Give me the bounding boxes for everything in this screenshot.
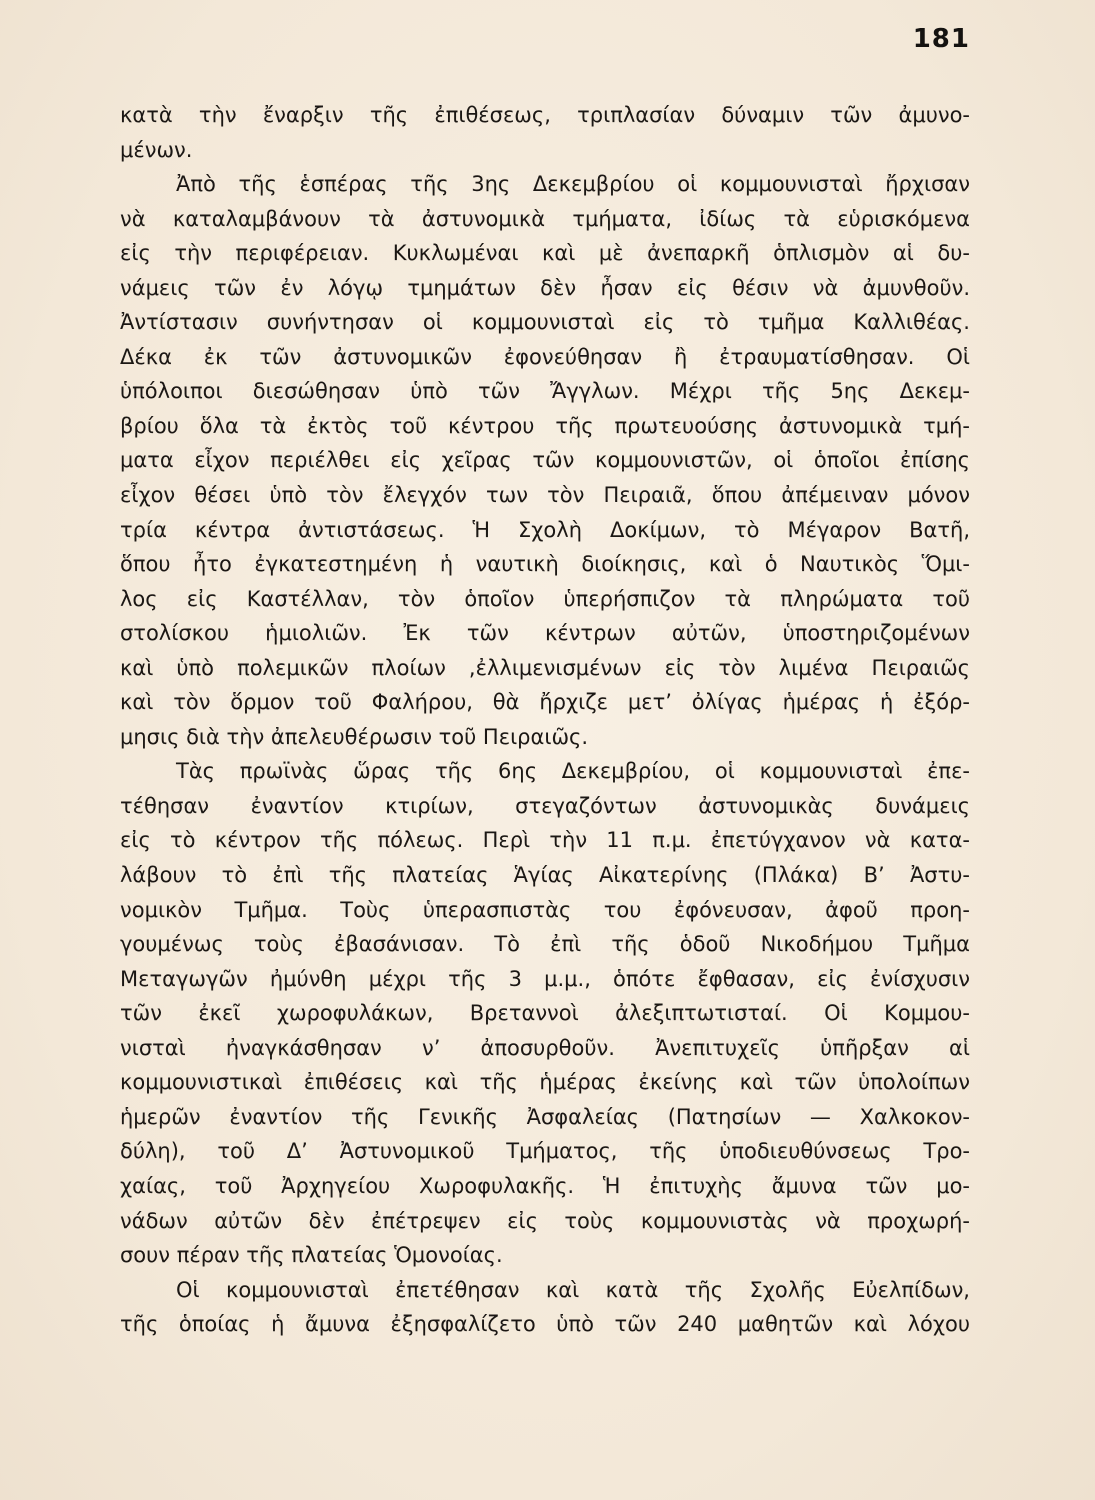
body-text	[120, 98, 970, 1342]
text-line: εἶχον θέσει ὑπὸ τὸν ἔλεγχόν των τὸν Πειραιᾶ, ὅπου ἀπέμειναν μόνον	[120, 483, 970, 508]
text-line: τέθησαν ἐναντίον κτιρίων, στεγαζόντων ἀστυνομικὰς δυνάμεις	[120, 793, 970, 818]
text-line: βρίου ὅλα τὰ ἐκτὸς τοῦ κέντρου τῆς πρωτευούσης ἀστυνομικὰ τμή-	[120, 413, 970, 438]
text-line: Μεταγωγῶν ἠμύνθη μέχρι τῆς 3 μ.μ., ὁπότε ἔφθασαν, εἰς ἐνίσχυσιν	[120, 966, 970, 991]
text-line: σουν πέραν τῆς πλατείας Ὁμονοίας.	[120, 1243, 503, 1268]
text-line: εἰς τὴν περιφέρειαν. Κυκλωμέναι καὶ μὲ ἀνεπαρκῆ ὁπλισμὸν αἱ δυ-	[120, 241, 970, 266]
text-line: εἰς τὸ κέντρον τῆς πόλεως. Περὶ τὴν 11 π.μ. ἐπετύγχανον νὰ κατα-	[120, 828, 970, 853]
text-line: χαίας, τοῦ Ἀρχηγείου Χωροφυλακῆς. Ἡ ἐπιτυχὴς ἄμυνα τῶν μο-	[120, 1173, 970, 1198]
text-line: μένων.	[120, 137, 193, 162]
text-line: νισταὶ ἠναγκάσθησαν ν’ ἀποσυρθοῦν. Ἀνεπιτυχεῖς ὑπῆρξαν αἱ	[120, 1035, 970, 1060]
text-line: Ἀπὸ τῆς ἑσπέρας τῆς 3ης Δεκεμβρίου οἱ κομμουνισταὶ ἤρχισαν	[176, 172, 970, 197]
text-line: τρία κέντρα ἀντιστάσεως. Ἡ Σχολὴ Δοκίμων, τὸ Μέγαρον Βατῆ,	[120, 517, 970, 542]
text-line: καὶ ὑπὸ πολεμικῶν πλοίων ,ἐλλιμενισμένων εἰς τὸν λιμένα Πειραιῶς	[120, 655, 970, 680]
text-line: καὶ τὸν ὅρμον τοῦ Φαλήρου, θὰ ἤρχιζε μετ’ ὀλίγας ἡμέρας ἡ ἐξόρ-	[120, 690, 970, 715]
text-line: Οἱ κομμουνισταὶ ἐπετέθησαν καὶ κατὰ τῆς Σχολῆς Εὐελπίδων,	[176, 1277, 970, 1302]
text-line: δύλη), τοῦ Δ’ Ἀστυνομικοῦ Τμήματος, τῆς ὑποδιευθύνσεως Τρο-	[120, 1139, 970, 1164]
page-number: 181	[912, 24, 970, 54]
text-line: γουμένως τοὺς ἐβασάνισαν. Τὸ ἐπὶ τῆς ὁδοῦ Νικοδήμου Τμῆμα	[120, 932, 970, 957]
text-line: νάμεις τῶν ἐν λόγῳ τμημάτων δὲν ἦσαν εἰς θέσιν νὰ ἀμυνθοῦν.	[120, 275, 970, 300]
text-line: ὅπου ἦτο ἐγκατεστημένη ἡ ναυτικὴ διοίκησις, καὶ ὁ Ναυτικὸς Ὅμι-	[120, 552, 970, 577]
text-line: νάδων αὐτῶν δὲν ἐπέτρεψεν εἰς τοὺς κομμουνιστὰς νὰ προχωρή-	[120, 1208, 970, 1233]
text-line: μησις διὰ τὴν ἀπελευθέρωσιν τοῦ Πειραιῶς.	[120, 724, 589, 749]
text-line: τῶν ἐκεῖ χωροφυλάκων, Βρεταννοὶ ἀλεξιπτωτισταί. Οἱ Κομμου-	[120, 1001, 970, 1026]
text-line: Ἀντίστασιν συνήντησαν οἱ κομμουνισταὶ εἰς τὸ τμῆμα Καλλιθέας.	[120, 310, 970, 335]
text-line: ἡμερῶν ἐναντίον τῆς Γενικῆς Ἀσφαλείας (Πατησίων — Χαλκοκον-	[120, 1104, 970, 1129]
text-line: κομμουνιστικαὶ ἐπιθέσεις καὶ τῆς ἡμέρας ἐκείνης καὶ τῶν ὑπολοίπων	[120, 1070, 970, 1095]
text-line: τῆς ὁποίας ἡ ἄμυνα ἐξησφαλίζετο ὑπὸ τῶν 240 μαθητῶν καὶ λόχου	[120, 1312, 970, 1337]
text-line: κατὰ τὴν ἔναρξιν τῆς ἐπιθέσεως, τριπλασίαν δύναμιν τῶν ἀμυνο-	[120, 103, 970, 127]
text-line: νὰ καταλαμβάνουν τὰ ἀστυνομικὰ τμήματα, ἰδίως τὰ εὑρισκόμενα	[120, 206, 970, 231]
text-line: Τὰς πρωϊνὰς ὥρας τῆς 6ης Δεκεμβρίου, οἱ κομμουνισταὶ ἐπε-	[176, 759, 970, 784]
text-line: Δέκα ἐκ τῶν ἀστυνομικῶν ἐφονεύθησαν ἢ ἐτραυματίσθησαν. Οἱ	[120, 344, 970, 369]
text-line: ματα εἶχον περιέλθει εἰς χεῖρας τῶν κομμουνιστῶν, οἱ ὁποῖοι ἐπίσης	[120, 448, 970, 473]
text-line: λος εἰς Καστέλλαν, τὸν ὁποῖον ὑπερήσπιζον τὰ πληρώματα τοῦ	[120, 586, 970, 611]
text-line: ὑπόλοιποι διεσώθησαν ὑπὸ τῶν Ἄγγλων. Μέχρι τῆς 5ης Δεκεμ-	[120, 379, 970, 404]
text-line: λάβουν τὸ ἐπὶ τῆς πλατείας Ἁγίας Αἰκατερίνης (Πλάκα) Β’ Ἀστυ-	[120, 863, 970, 888]
text-line: νομικὸν Τμῆμα. Τοὺς ὑπερασπιστὰς του ἐφόνευσαν, ἀφοῦ προη-	[120, 897, 970, 922]
text-line: στολίσκου ἡμιολιῶν. Ἐκ τῶν κέντρων αὐτῶν, ὑποστηριζομένων	[120, 621, 970, 646]
